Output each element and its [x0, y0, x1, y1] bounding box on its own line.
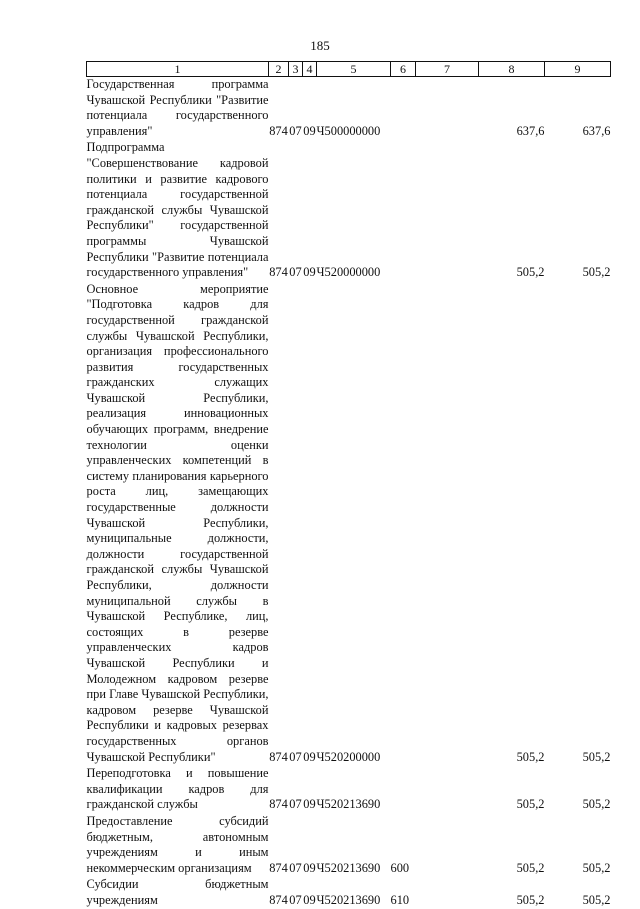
row-sum-1: 505,2 [479, 766, 545, 814]
row-sum-1: 505,2 [479, 140, 545, 281]
row-col7 [416, 766, 479, 814]
row-section-code: 07 [289, 77, 303, 141]
row-subsection-code: 09 [303, 282, 317, 766]
row-sum-1: 505,2 [479, 282, 545, 766]
row-ministry-code: 874 [269, 140, 289, 281]
row-name: Государственная программа Чувашской Республики "Развитие потенциала государственного управления" [87, 77, 269, 141]
row-expense-type [391, 77, 416, 141]
row-sum-1: 637,6 [479, 77, 545, 141]
row-sum-1: 505,2 [479, 877, 545, 909]
row-sum-2: 505,2 [545, 877, 611, 909]
table-row [87, 814, 611, 877]
table-row [87, 77, 611, 141]
table-row [87, 766, 611, 814]
row-col7 [416, 282, 479, 766]
row-subsection-code: 09 [303, 140, 317, 281]
column-header-3: 3 [289, 62, 303, 77]
row-target-code: Ч500000000 [317, 77, 391, 141]
row-ministry-code: 874 [269, 282, 289, 766]
column-header-4: 4 [303, 62, 317, 77]
row-target-code: Ч520200000 [317, 282, 391, 766]
column-header-7: 7 [416, 62, 479, 77]
row-section-code: 07 [289, 814, 303, 877]
table-row [87, 282, 611, 766]
row-expense-type [391, 140, 416, 281]
row-expense-type [391, 766, 416, 814]
row-subsection-code: 09 [303, 766, 317, 814]
row-subsection-code: 09 [303, 77, 317, 141]
row-sum-2: 505,2 [545, 140, 611, 281]
row-subsection-code: 09 [303, 877, 317, 909]
row-sum-2: 505,2 [545, 766, 611, 814]
row-target-code: Ч520213690 [317, 877, 391, 909]
page-number: 185 [0, 38, 640, 54]
row-col7 [416, 140, 479, 281]
column-header-8: 8 [479, 62, 545, 77]
row-name: Подпрограмма "Совершенствование кадровой политики и развитие кадрового потенциала государственной гражданской службы Чувашской Республики" государственной программы Чувашской Республики "Развитие потенциала государственного управления" [87, 140, 269, 281]
row-name: Субсидии бюджетным учреждениям [87, 877, 269, 909]
row-col7 [416, 77, 479, 141]
table-row [87, 140, 611, 281]
row-sum-2: 505,2 [545, 282, 611, 766]
row-subsection-code: 09 [303, 814, 317, 877]
row-section-code: 07 [289, 140, 303, 281]
row-section-code: 07 [289, 766, 303, 814]
row-target-code: Ч520000000 [317, 140, 391, 281]
column-header-5: 5 [317, 62, 391, 77]
column-header-9: 9 [545, 62, 611, 77]
column-header-6: 6 [391, 62, 416, 77]
row-expense-type: 610 [391, 877, 416, 909]
row-name: Переподготовка и повышение квалификации кадров для гражданской службы [87, 766, 269, 814]
row-ministry-code: 874 [269, 766, 289, 814]
budget-table [86, 61, 611, 909]
column-header-2: 2 [269, 62, 289, 77]
row-sum-2: 637,6 [545, 77, 611, 141]
row-expense-type [391, 282, 416, 766]
row-expense-type: 600 [391, 814, 416, 877]
row-ministry-code: 874 [269, 814, 289, 877]
table-header [87, 62, 611, 77]
row-name: Основное мероприятие "Подготовка кадров для государственной гражданской службы Чувашской Республики, организация профессионального развития государственных гражданских служащих Чувашской Республики, реализация инновационных обучающих программ, внедрение технологии оценки управленческих компетенций в систему планирования карьерного роста лиц, замещающих государственные должности Чувашской Республики, муниципальные должности, должности государственной гражданской службы Чувашской Республики, должности муниципальной службы в Чувашской Республике, лиц, состоящих в резерве управленческих кадров Чувашской Республики и Молодежном кадровом резерве при Главе Чувашской Республики, кадровом резерве Чувашской Республики и кадровых резервах государственных органов Чувашской Республики" [87, 282, 269, 766]
row-ministry-code: 874 [269, 77, 289, 141]
row-ministry-code: 874 [269, 877, 289, 909]
column-header-1: 1 [87, 62, 269, 77]
row-col7 [416, 814, 479, 877]
row-section-code: 07 [289, 877, 303, 909]
header-row [87, 62, 611, 77]
table-row [87, 877, 611, 909]
row-target-code: Ч520213690 [317, 766, 391, 814]
table-body [87, 77, 611, 909]
row-col7 [416, 877, 479, 909]
row-name: Предоставление субсидий бюджетным, автономным учреждениям и иным некоммерческим организациям [87, 814, 269, 877]
row-target-code: Ч520213690 [317, 814, 391, 877]
row-section-code: 07 [289, 282, 303, 766]
row-sum-1: 505,2 [479, 814, 545, 877]
row-sum-2: 505,2 [545, 814, 611, 877]
